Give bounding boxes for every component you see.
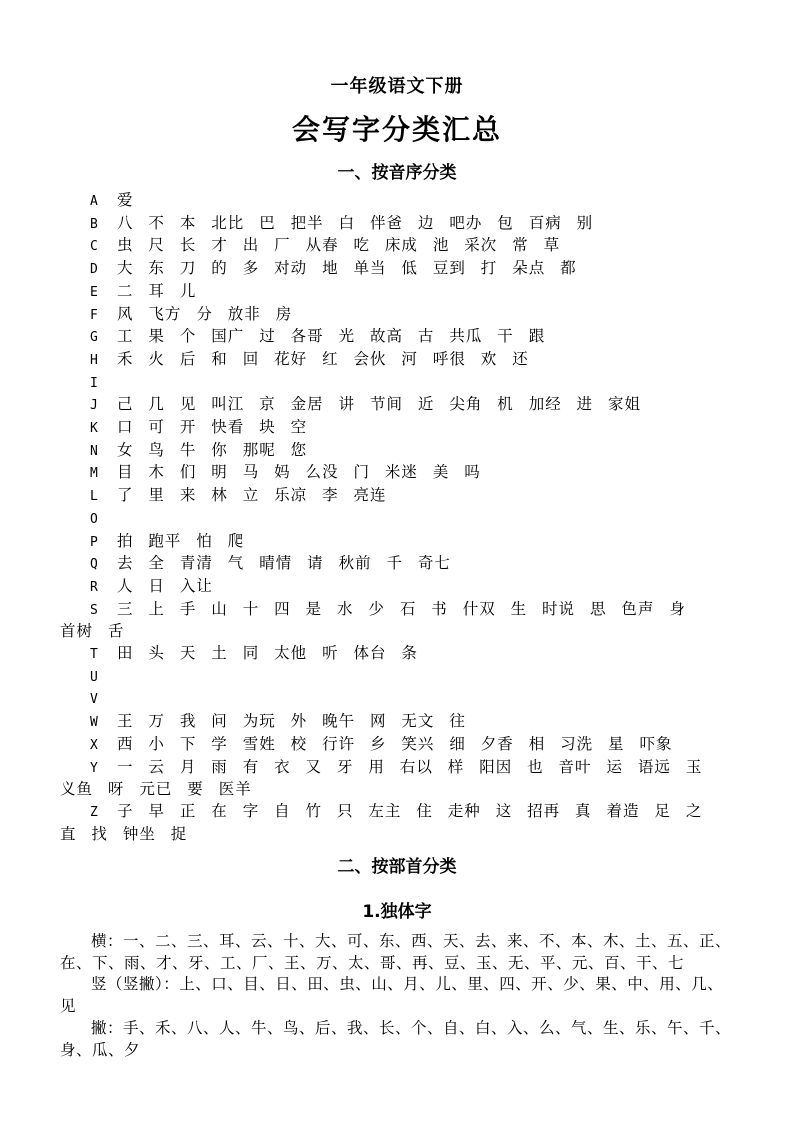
row-letter: T (90, 647, 98, 663)
paragraph-heng (60, 931, 740, 974)
row-characters: 拍 跑平 怕 爬 (117, 531, 245, 550)
row-characters: 人 日 入让 (117, 576, 213, 595)
row-characters: 大 东 刀 的 多 对动 地 单当 低 豆到 打 朵点 都 (117, 259, 577, 278)
letter-row (60, 688, 740, 711)
row-characters: 禾 火 后 和 回 花好 红 会伙 河 呼很 欢 还 (117, 349, 529, 368)
letter-row (60, 599, 740, 622)
letter-row (60, 258, 740, 281)
letter-row (60, 757, 740, 780)
row-letter: M (90, 466, 98, 482)
paragraph-line: 竖（竖撇）：上、口、目、日、田、虫、山、月、儿、里、四、开、少、果、中、用、几、 (91, 975, 724, 993)
paragraph-pie (60, 1018, 740, 1061)
document-subtitle: 会写字分类汇总 (291, 113, 502, 146)
letter-row (60, 304, 740, 327)
letter-row (60, 643, 740, 666)
row-letter: D (90, 262, 98, 278)
row-letter: C (90, 239, 98, 255)
letter-row (60, 235, 740, 258)
row-characters: 爱 (117, 191, 134, 209)
pinyin-order-list (60, 190, 740, 845)
row-characters: 己 几 见 叫江 京 金居 讲 节间 近 尖角 机 加经 进 家姐 (117, 395, 642, 414)
letter-row (60, 508, 740, 531)
letter-row (60, 576, 740, 599)
row-continuation: 直 找 钟坐 捉 (60, 824, 188, 843)
row-letter: P (90, 534, 98, 550)
letter-row (60, 711, 740, 734)
row-letter: X (90, 737, 98, 753)
row-letter: O (90, 511, 98, 527)
row-letter: A (90, 194, 98, 209)
paragraph-line: 撇：手、禾、八、人、牛、鸟、后、我、长、个、自、白、入、么、气、生、乐、午、千、 (91, 1019, 732, 1037)
letter-row (60, 553, 740, 576)
letter-row (60, 666, 740, 689)
letter-row (60, 440, 740, 463)
letter-row (60, 394, 740, 417)
row-letter: S (90, 602, 98, 618)
letter-row (60, 190, 740, 213)
row-letter: H (90, 352, 98, 368)
letter-row (60, 349, 740, 372)
row-letter: Q (90, 557, 98, 573)
row-letter: Y (90, 760, 98, 776)
subsection-heading-single-structure: 1.独体字 (362, 902, 432, 922)
row-characters: 三 上 手 山 十 四 是 水 少 石 书 什双 生 时说 思 色声 身 (117, 599, 686, 618)
row-characters: 风 飞方 分 放非 房 (117, 304, 293, 323)
row-characters: 田 头 天 土 同 太他 听 体台 条 (117, 644, 418, 663)
letter-row (60, 417, 740, 440)
row-characters: 西 小 下 学 雪姓 校 行许 乡 笑兴 细 夕香 相 习洗 星 吓象 (117, 734, 673, 753)
row-letter: I (90, 375, 98, 391)
row-characters: 一 云 月 雨 有 衣 又 牙 用 右以 样 阳因 也 音叶 运 语远 玉 (117, 757, 703, 776)
row-characters: 王 万 我 问 为玩 外 晚午 网 无文 往 (117, 712, 466, 731)
letter-row (60, 326, 740, 349)
row-characters: 工 果 个 国广 过 各哥 光 故高 古 共瓜 干 跟 (117, 327, 546, 346)
row-letter: R (90, 579, 98, 595)
paragraph-line: 身、瓜、夕 (60, 1040, 141, 1059)
section-heading-pinyin-order: 一、按音序分类 (337, 163, 457, 183)
letter-row (60, 213, 740, 236)
row-letter: J (90, 398, 98, 414)
row-characters: 虫 尺 长 才 出 厂 从春 吃 床成 池 采次 常 草 (117, 236, 561, 255)
row-letter: V (90, 692, 98, 708)
letter-row (60, 462, 740, 485)
letter-row (60, 485, 740, 508)
letter-row (60, 801, 740, 824)
row-letter: U (90, 669, 98, 685)
paragraph-line: 在、下、雨、才、牙、工、厂、王、万、太、哥、再、豆、玉、无、平、元、百、干、七 (60, 953, 685, 972)
row-characters: 了 里 来 林 立 乐凉 李 亮连 (117, 486, 387, 505)
row-continuation: 首树 舌 (60, 622, 125, 641)
letter-row (60, 281, 740, 304)
row-characters: 八 不 本 北比 巴 把半 白 伴爸 边 吧办 包 百病 别 (117, 213, 594, 232)
paragraph-shu (60, 974, 740, 1017)
paragraph-line: 横：一、二、三、耳、云、十、大、可、东、西、天、去、来、不、本、木、土、五、正、 (91, 932, 732, 950)
row-letter: K (90, 421, 98, 437)
row-characters: 二 耳 儿 (117, 281, 197, 300)
row-letter: Z (90, 804, 98, 820)
document-title: 一年级语文下册 (330, 76, 464, 97)
row-characters: 女 鸟 牛 你 那呢 您 (117, 440, 308, 459)
row-letter: N (90, 443, 98, 459)
paragraph-line: 见 (60, 996, 77, 1015)
row-characters: 去 全 青清 气 晴情 请 秋前 千 奇七 (117, 554, 451, 573)
row-letter: G (90, 330, 98, 346)
row-letter: E (90, 284, 98, 300)
row-characters: 子 早 正 在 字 自 竹 只 左主 住 走种 这 招再 真 着造 足 之 (117, 801, 703, 820)
row-letter: B (90, 216, 98, 232)
row-continuation: 义鱼 呀 元已 要 医羊 (60, 780, 252, 799)
row-characters: 目 木 们 明 马 妈 么没 门 米迷 美 吗 (117, 463, 481, 482)
section-heading-radical: 二、按部首分类 (337, 857, 457, 877)
row-characters: 口 可 开 快看 块 空 (117, 418, 308, 437)
letter-row (60, 734, 740, 757)
row-letter: W (90, 715, 98, 731)
letter-row (60, 531, 740, 554)
row-letter: F (90, 307, 98, 323)
letter-row (60, 372, 740, 395)
row-letter: L (90, 489, 98, 505)
